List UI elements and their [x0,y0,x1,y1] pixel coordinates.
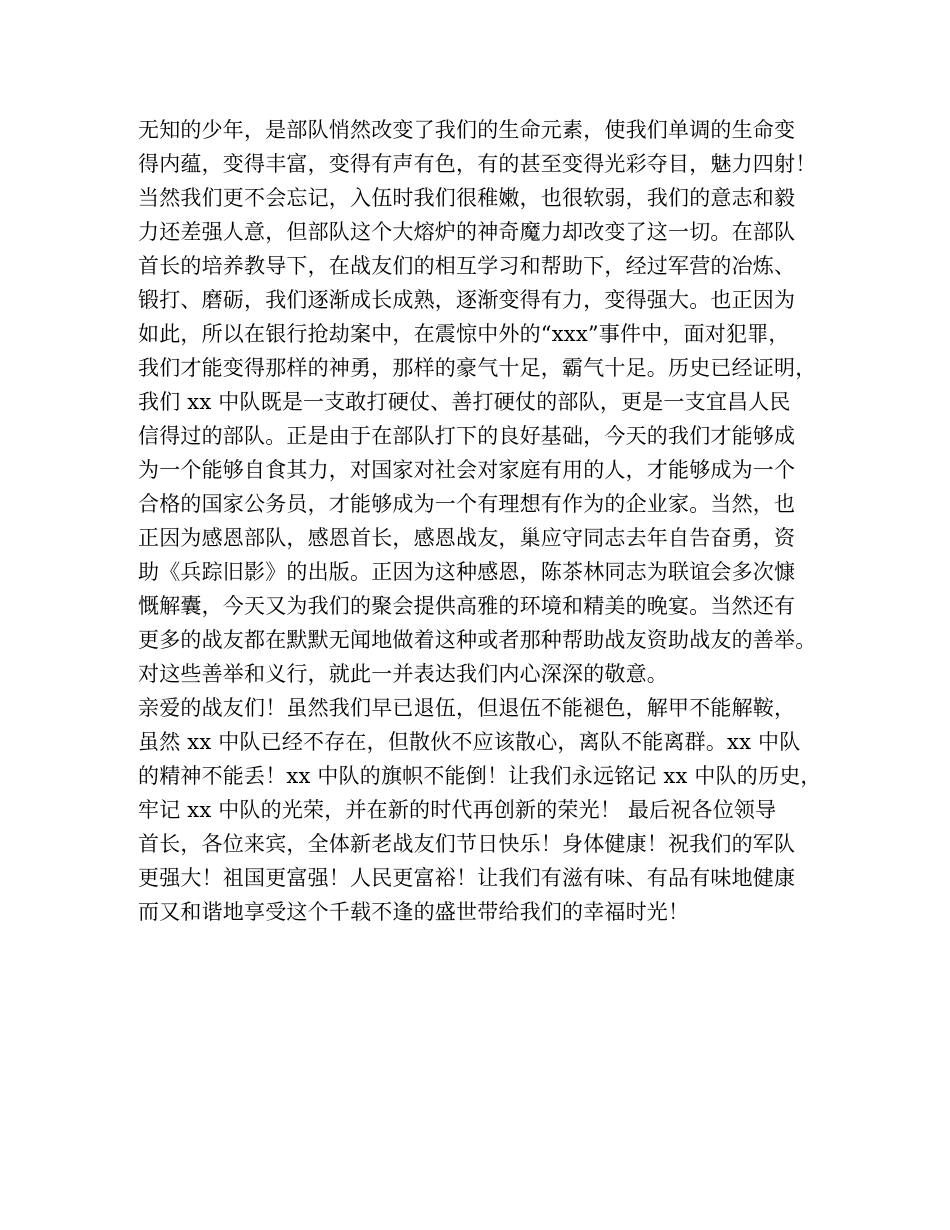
text-line: 首长的培养教导下，在战友们的相互学习和帮助下，经过军营的冶炼、 [138,254,796,278]
text-line: 力还差强人意，但部队这个大熔炉的神奇魔力却改变了这一切。在部队 [138,220,796,244]
body-text [138,113,838,929]
text-line: 牢记 xx 中队的光荣，并在新的时代再创新的荣光！ 最后祝各位领导 [138,798,777,822]
text-line: 助《兵踪旧影》的出版。正因为这种感恩，陈茶林同志为联谊会多次慷 [138,560,796,584]
text-line: 首长，各位来宾，全体新老战友们节日快乐！身体健康！祝我们的军队 [138,832,796,856]
text-line: 更多的战友都在默默无闻地做着这种或者那种帮助战友资助战友的善举。 [138,628,817,652]
text-line: 信得过的部队。正是由于在部队打下的良好基础，今天的我们才能够成 [138,424,796,448]
text-line: 得内蕴，变得丰富，变得有声有色，有的甚至变得光彩夺目，魅力四射！ [138,152,817,176]
text-line: 慨解囊，今天又为我们的聚会提供高雅的环境和精美的晚宴。当然还有 [138,594,796,618]
text-line: 锻打、磨砺，我们逐渐成长成熟，逐渐变得有力，变得强大。也正因为 [138,288,796,312]
text-line: 正因为感恩部队，感恩首长，感恩战友，巢应守同志去年自告奋勇，资 [138,526,796,550]
text-line: 为一个能够自食其力，对国家对社会对家庭有用的人，才能够成为一个 [138,458,796,482]
text-line: 的精神不能丢！xx 中队的旗帜不能倒！让我们永远铭记 xx 中队的历史， [138,764,822,788]
paragraph-start-line: 亲爱的战友们！虽然我们早已退伍，但退伍不能褪色，解甲不能解鞍， [138,696,796,720]
text-line: 当然我们更不会忘记，入伍时我们很稚嫩，也很软弱，我们的意志和毅 [138,186,796,210]
text-line: 如此，所以在银行抢劫案中，在震惊中外的“xxx”事件中，面对犯罪， [138,322,790,346]
text-line: 虽然 xx 中队已经不存在，但散伙不应该散心，离队不能离群。xx 中队 [138,730,801,754]
text-line: 对这些善举和义行，就此一并表达我们内心深深的敬意。 [138,662,668,686]
text-line: 我们才能变得那样的神勇，那样的豪气十足，霸气十足。历史已经证明， [138,356,817,380]
text-line: 无知的少年，是部队悄然改变了我们的生命元素，使我们单调的生命变 [138,118,796,142]
text-line: 我们 xx 中队既是一支敢打硬仗、善打硬仗的部队，更是一支宜昌人民 [138,390,791,414]
text-line: 而又和谐地享受这个千载不逢的盛世带给我们的幸福时光！ [138,900,690,924]
text-line: 合格的国家公务员，才能够成为一个有理想有作为的企业家。当然，也 [138,492,796,516]
text-line: 更强大！祖国更富强！人民更富裕！让我们有滋有味、有品有味地健康 [138,866,796,890]
